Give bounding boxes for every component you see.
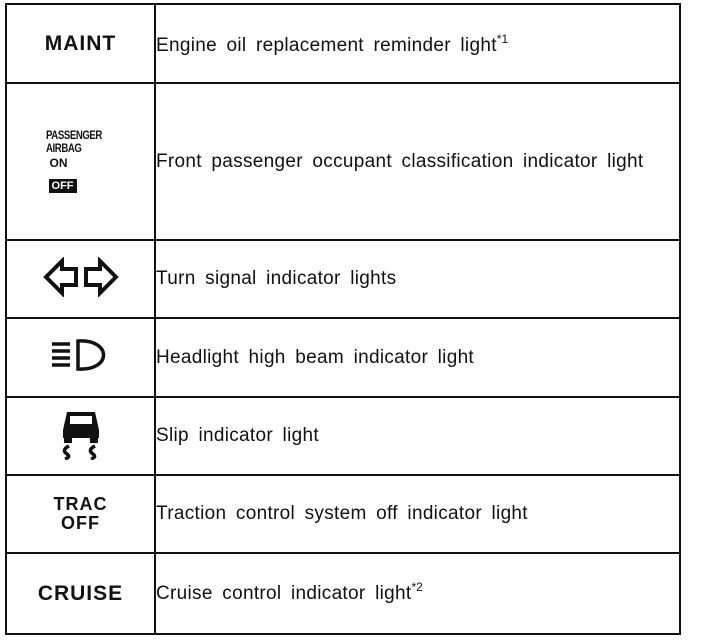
cruise-text-icon: CRUISE xyxy=(37,581,124,605)
table-row xyxy=(6,83,680,240)
passenger-airbag-symbol-cell xyxy=(6,83,155,240)
turn-signal-description-cell xyxy=(155,240,680,318)
trac-off-symbol-cell xyxy=(6,475,155,553)
table-row xyxy=(6,318,680,397)
table-row xyxy=(6,4,680,83)
slip-description-cell xyxy=(155,397,680,475)
cruise-description-cell xyxy=(155,553,680,634)
maint-symbol-cell xyxy=(6,4,155,83)
passenger-label: PASSENGER xyxy=(45,128,102,142)
table-row xyxy=(6,553,680,634)
trac-off-description-cell xyxy=(155,475,680,553)
description-text: Headlight high beam indicator light xyxy=(156,346,475,368)
headlight-high-beam-icon xyxy=(50,337,112,373)
slip-symbol-cell xyxy=(6,397,155,475)
passenger-description-cell xyxy=(155,83,680,240)
slip-car-icon xyxy=(57,408,105,460)
description-text: Cruise control indicator light xyxy=(156,582,412,604)
maint-description-cell xyxy=(155,4,680,83)
cruise-symbol-cell xyxy=(6,553,155,634)
description-text: Traction control system off indicator light xyxy=(156,503,528,524)
description-text: Engine oil replacement reminder light xyxy=(156,35,497,56)
passenger-airbag-icon xyxy=(46,129,116,194)
off-label: OFF xyxy=(61,512,100,533)
high-beam-symbol-cell xyxy=(6,318,155,397)
description-text: Slip indicator light xyxy=(156,425,319,446)
maint-text-icon: MAINT xyxy=(44,31,117,55)
table-row xyxy=(6,475,680,553)
description-text: Turn signal indicator lights xyxy=(156,268,397,289)
trac-label: TRAC xyxy=(53,493,108,514)
on-label: ON xyxy=(49,156,68,170)
footnote-marker: *1 xyxy=(496,32,509,46)
airbag-label: AIRBAG xyxy=(45,141,81,155)
indicator-light-table xyxy=(5,3,681,635)
trac-off-text-icon xyxy=(54,495,108,533)
table-row xyxy=(6,397,680,475)
footnote-marker: *2 xyxy=(411,579,423,594)
high-beam-description-cell xyxy=(155,318,680,397)
table-row xyxy=(6,240,680,318)
off-label: OFF xyxy=(49,179,77,193)
turn-signal-symbol-cell xyxy=(6,240,155,318)
turn-signal-arrows-icon xyxy=(43,257,119,297)
description-text: Front passenger occupant classification indicator light xyxy=(156,150,644,172)
